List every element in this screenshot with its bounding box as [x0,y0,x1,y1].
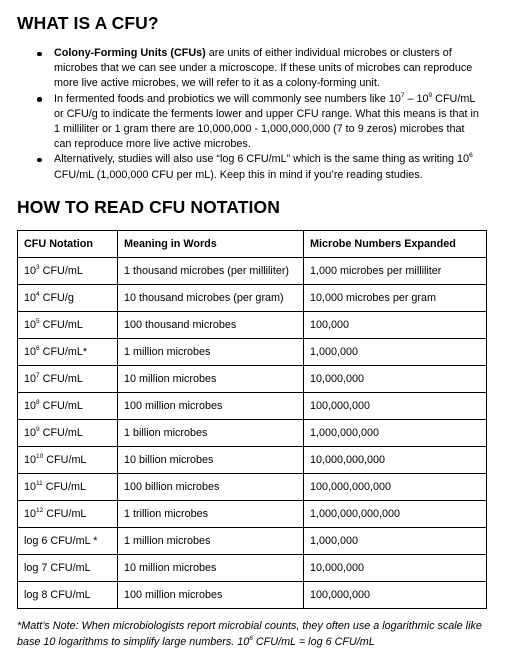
cell-expanded: 10,000,000,000 [304,447,487,474]
cell-meaning: 100 million microbes [118,393,304,420]
exponent: 6 [249,634,253,642]
notation-unit: CFU/g [39,292,74,304]
notation-unit: CFU/mL* [39,346,88,358]
notation-unit: CFU/mL [43,508,87,520]
exponent: 12 [36,507,44,514]
footnote [17,619,497,650]
notation-base: 10 [24,508,37,520]
table-row [18,312,487,339]
cell-meaning: 100 million microbes [118,582,304,609]
notation-base: 10 [24,427,37,439]
table-row [18,447,487,474]
exponent: 6 [469,152,473,160]
table-row [18,393,487,420]
cell-notation [18,474,118,501]
cell-notation [18,393,118,420]
exponent: 3 [36,264,40,271]
cell-meaning: 10 thousand microbes (per gram) [118,285,304,312]
cell-notation [18,555,118,582]
cell-meaning: 1 million microbes [118,528,304,555]
footnote-text: *Matt’s Note: When microbiologists report microbial counts, they often use a logarithmic scale like base 10 logarithms to simplify large numbers. 10 [17,620,482,648]
cell-notation [18,366,118,393]
cell-notation [18,285,118,312]
bullet-text: Alternatively, studies will also use “log 6 CFU/mL” which is the same thing as writing 10 [54,153,470,166]
notation-unit: CFU/mL [39,319,83,331]
cell-expanded: 100,000,000,000 [304,474,487,501]
notation-base: log 8 CFU/mL [24,589,91,601]
bullet-text: CFU/mL or CFU/g to indicate the ferments lower and upper CFU range. What this means is that in 1 milliliter or 1 gram there are 10,000,000 - 1,000,000,000 (7 to 9 zeros) microbes that can reproduce more live active microbes. [54,92,479,151]
cfu-notation-table [17,230,487,609]
cell-meaning: 1 thousand microbes (per milliliter) [118,258,304,285]
cell-expanded: 100,000 [304,312,487,339]
column-header-meaning: Meaning in Words [118,231,304,258]
notation-unit: CFU/mL [39,427,83,439]
cell-expanded: 1,000 microbes per milliliter [304,258,487,285]
notation-base: 10 [24,400,37,412]
notation-unit: CFU/mL [39,265,83,277]
cell-meaning: 100 thousand microbes [118,312,304,339]
cell-expanded: 10,000,000 [304,555,487,582]
cell-notation [18,258,118,285]
bullet-text: CFU/mL (1,000,000 CFU per mL). Keep this in mind if you’re reading studies. [54,168,423,181]
cell-notation [18,420,118,447]
table-row [18,474,487,501]
table-row [18,366,487,393]
exponent: 10 [36,453,44,460]
notation-base: log 7 CFU/mL [24,562,91,574]
exponent: 5 [36,318,40,325]
notation-unit: CFU/mL [39,400,83,412]
cell-notation [18,447,118,474]
notation-base: 10 [24,292,37,304]
table-row [18,420,487,447]
cell-expanded: 1,000,000,000 [304,420,487,447]
cell-meaning: 10 million microbes [118,366,304,393]
notation-unit: CFU/mL [43,454,87,466]
notation-base: 10 [24,454,37,466]
cell-notation [18,312,118,339]
notation-base: 10 [24,481,37,493]
notation-base: 10 [24,346,37,358]
cell-meaning: 100 billion microbes [118,474,304,501]
cell-expanded: 10,000,000 [304,366,487,393]
exponent: 7 [400,91,405,99]
table-row [18,528,487,555]
table-row [18,339,487,366]
cell-expanded: 100,000,000 [304,393,487,420]
notation-unit: CFU/mL [39,373,83,385]
notation-base: 10 [24,265,37,277]
column-header-expanded: Microbe Numbers Expanded [304,231,487,258]
notation-base: 10 [24,373,37,385]
table-body [18,258,487,609]
cell-meaning: 1 billion microbes [118,420,304,447]
cell-expanded: 1,000,000,000,000 [304,501,487,528]
exponent: 8 [36,399,40,406]
table-row [18,285,487,312]
bullet-text: are units of either individual microbes or clusters of microbes that we can see under a microscope. If these units of microbes can reproduce more live active microbes, we will refer to it as a colony-forming unit. [54,47,473,90]
cell-meaning: 10 billion microbes [118,447,304,474]
exponent: 6 [36,345,40,352]
bullet-text: – 10 [404,92,429,105]
cell-meaning: 1 million microbes [118,339,304,366]
section-title-what-is-cfu: WHAT IS A CFU? [17,13,159,33]
list-item [36,46,482,92]
exponent: 11 [36,480,43,487]
cell-notation [18,501,118,528]
cell-expanded: 1,000,000 [304,339,487,366]
cell-expanded: 1,000,000 [304,528,487,555]
cell-expanded: 100,000,000 [304,582,487,609]
table-row [18,582,487,609]
bullet-text: In fermented foods and probiotics we will commonly see numbers like 10 [54,92,401,105]
exponent: 9 [36,426,40,433]
column-header-notation: CFU Notation [18,231,118,258]
table-header-row [18,231,487,258]
section-title-how-to-read: HOW TO READ CFU NOTATION [17,197,280,217]
notation-base: log 6 CFU/mL * [24,535,98,547]
table-row [18,555,487,582]
cell-notation [18,582,118,609]
cell-meaning: 10 million microbes [118,555,304,582]
cell-notation [18,339,118,366]
table-row [18,258,487,285]
notation-base: 10 [24,319,37,331]
exponent: 4 [36,291,40,298]
list-item [36,92,482,153]
notation-unit: CFU/mL [42,481,86,493]
cfu-definition-list [36,46,482,183]
list-item [36,152,482,182]
exponent: 7 [36,372,40,379]
footnote-text: CFU/mL = log 6 CFU/mL [252,635,375,648]
bold-term: Colony-Forming Units (CFUs) [54,47,206,59]
cell-meaning: 1 trillion microbes [118,501,304,528]
cell-expanded: 10,000 microbes per gram [304,285,487,312]
cell-notation [18,528,118,555]
table-row [18,501,487,528]
exponent: 9 [428,91,433,99]
